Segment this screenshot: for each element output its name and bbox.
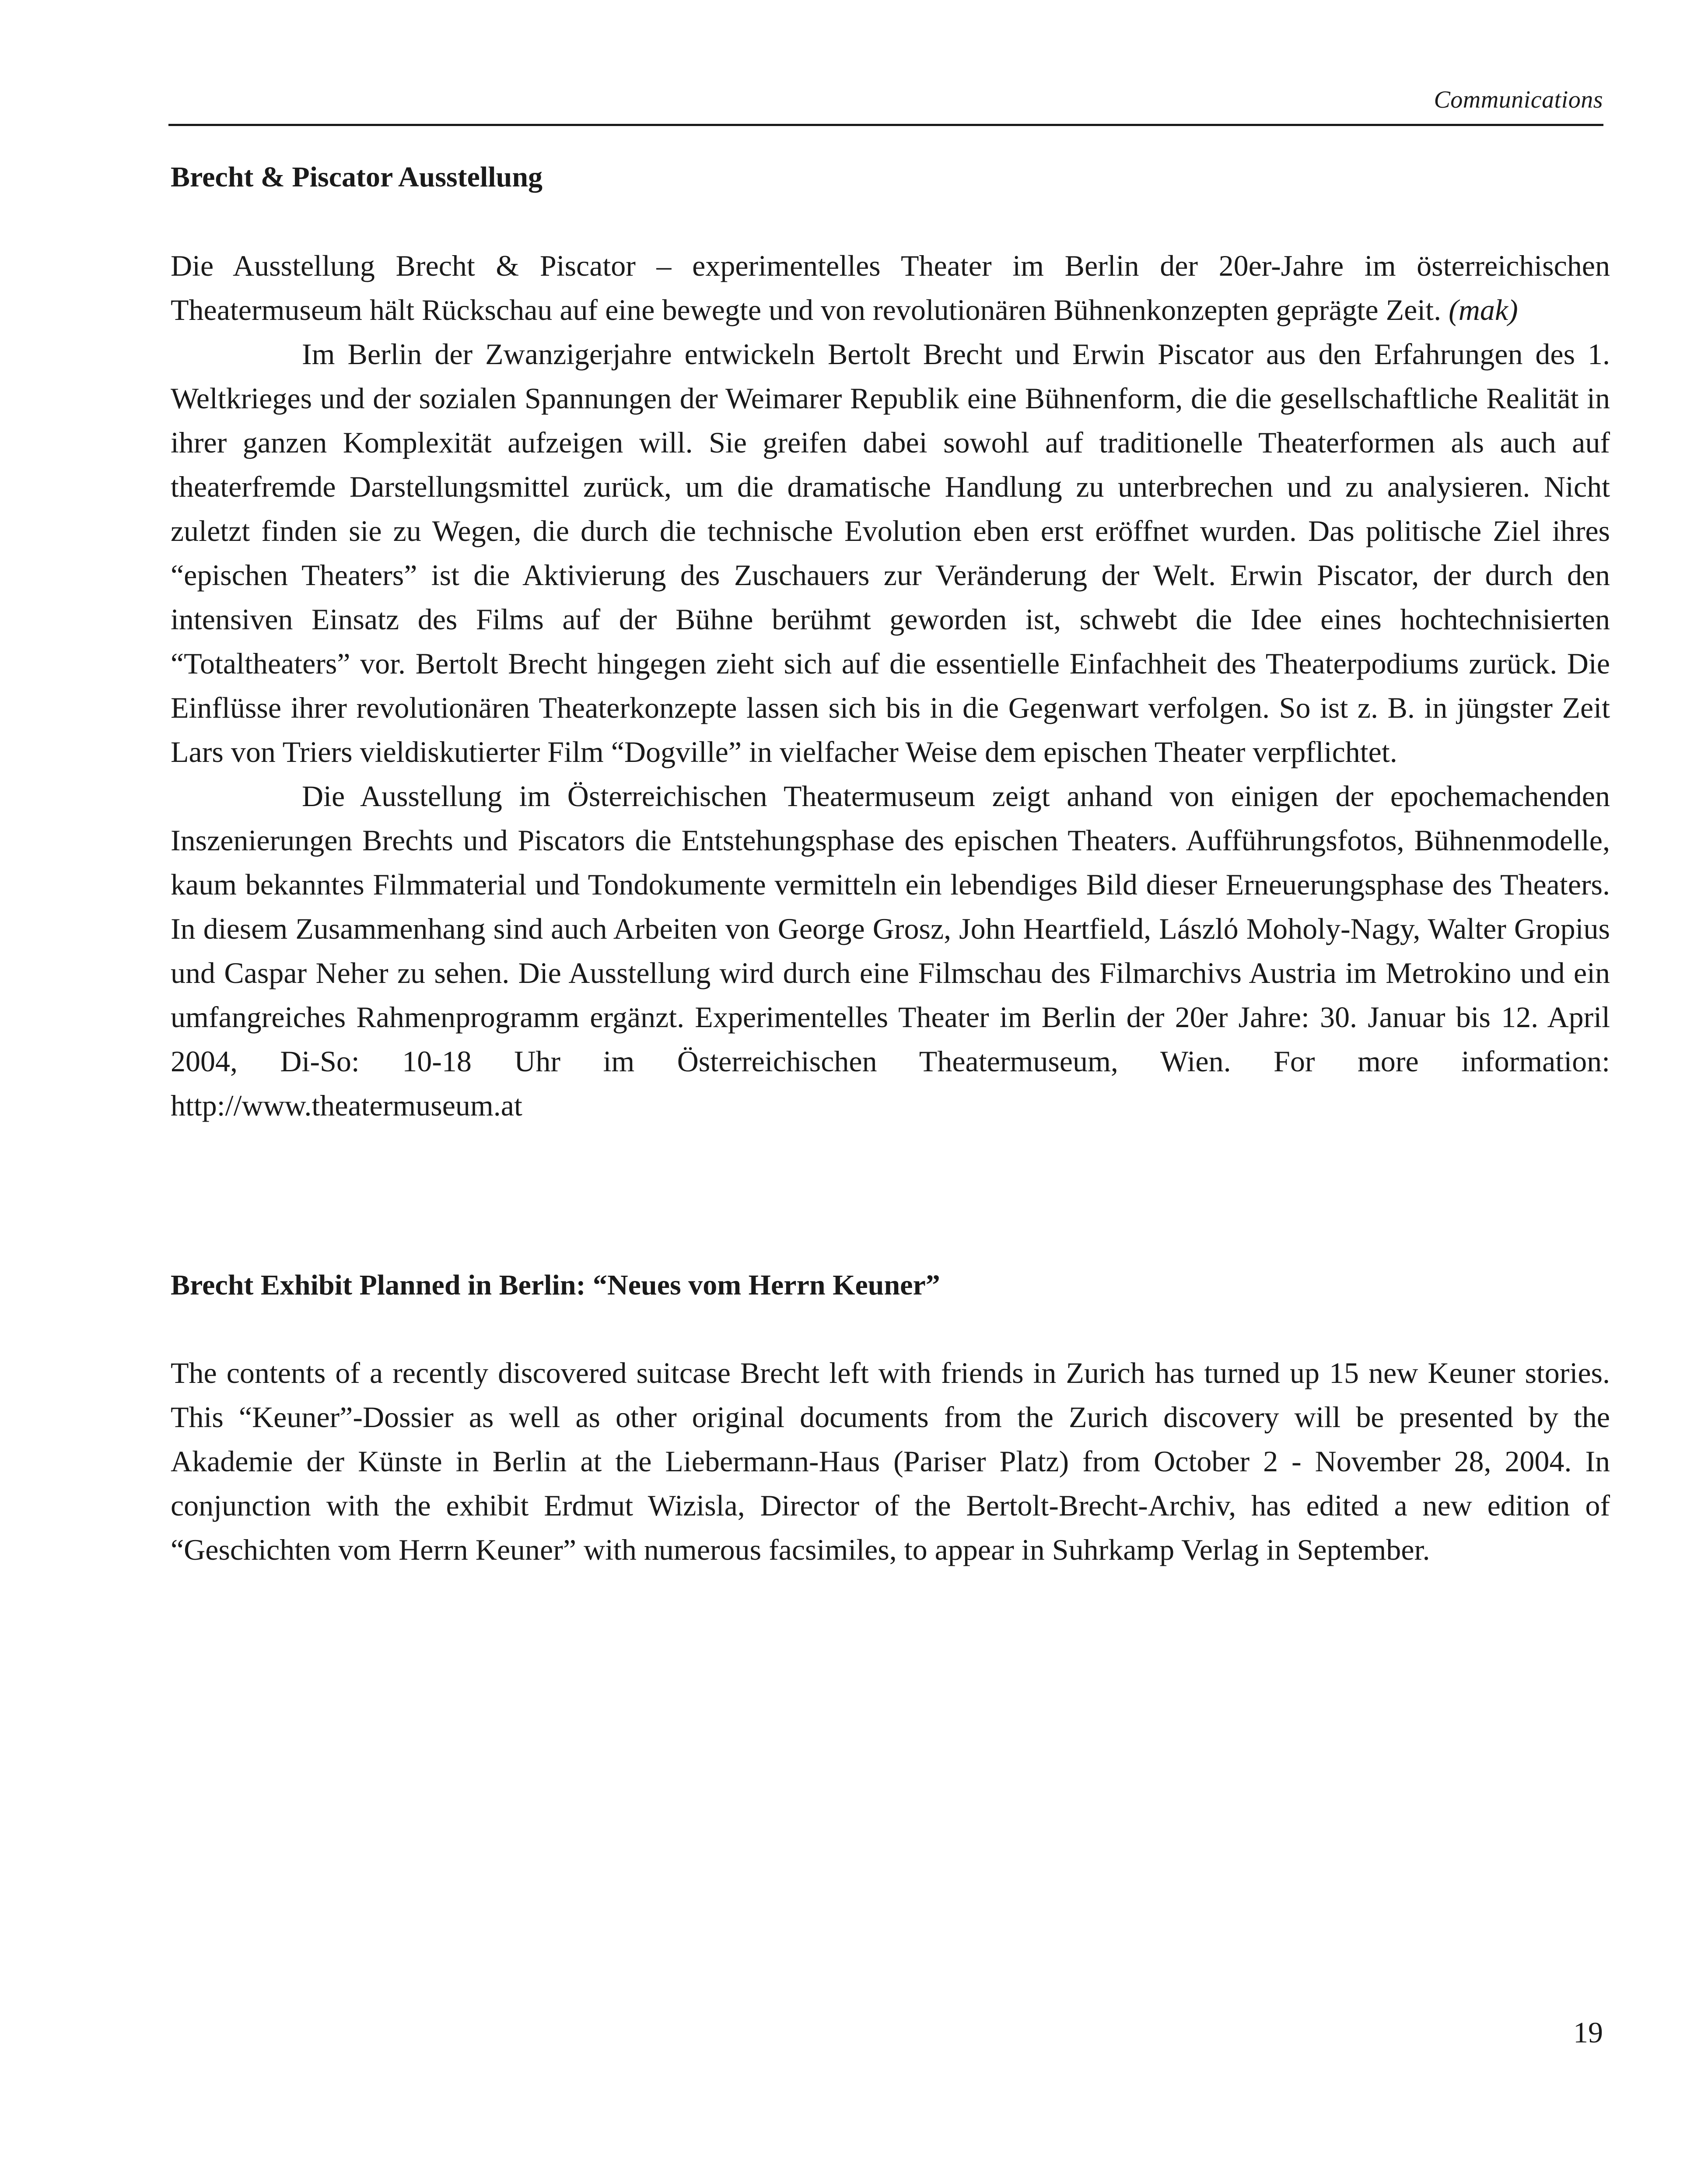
header-rule (168, 124, 1603, 126)
intro-text: Die Ausstellung Brecht & Piscator – experimentelles Theater im Berlin der 20er-Jahre im österreichischen Theatermuseum hält Rückschau auf eine bewegte und von revolutionären Bühnenkonzepten geprägte Zeit. (171, 249, 1610, 326)
section-1-intro (171, 244, 1610, 332)
section-1-paragraph-2: Im Berlin der Zwanzigerjahre entwickeln Bertolt Brecht und Erwin Piscator aus den Erfahrungen des 1. Weltkrieges und der sozialen Spannungen der Weimarer Republik eine Bühnenform, die die gesellschaftliche Realität in ihrer ganzen Komplexität aufzeigen will. Sie greifen dabei sowohl auf traditionelle Theaterformen als auch auf theaterfremde Darstellungsmittel zurück, um die dramatische Handlung zu unterbrechen und zu analysieren. Nicht zuletzt finden sie zu Wegen, die durch die technische Evolution eben erst eröffnet wurden. Das politische Ziel ihres “epischen Theaters” ist die Aktivierung des Zuschauers zur Veränderung der Welt. Erwin Piscator, der durch den intensiven Einsatz des Films auf der Bühne berühmt geworden ist, schwebt die Idee eines hochtechnisierten “Totaltheaters” vor. Bertolt Brecht hingegen zieht sich auf die essentielle Einfachheit des Theaterpodiums zurück. Die Einflüsse ihrer revolutionären Theaterkonzepte lassen sich bis in die Gegenwart verfolgen. So ist z. B. in jüngster Zeit Lars von Triers vieldiskutierter Film “Dogville” in vielfacher Weise dem epischen Theater verpflichtet. (171, 337, 1610, 768)
intro-author: (mak) (1449, 293, 1518, 326)
section-2-title: Brecht Exhibit Planned in Berlin: “Neues vom Herrn Keuner” (171, 1269, 940, 1301)
section-2-paragraph-1: The contents of a recently discovered suitcase Brecht left with friends in Zurich has turned up 15 new Keuner stories. This “Keuner”-Dossier as well as other original documents from the Zurich discovery will be presented by the Akademie der Künste in Berlin at the Liebermann-Haus (Pariser Platz) from October 2 - November 28, 2004. In conjunction with the exhibit Erdmut Wizisla, Director of the Bertolt-Brecht-Archiv, has edited a new edition of “Geschichten vom Herrn Keuner” with numerous facsimiles, to appear in Suhrkamp Verlag in September. (171, 1356, 1610, 1566)
page-content (171, 155, 1610, 1572)
running-head: Communications (1434, 86, 1603, 113)
spacer (171, 1128, 1610, 1263)
section-1-title: Brecht & Piscator Ausstellung (171, 161, 543, 193)
section-1-paragraph-3: Die Ausstellung im Österreichischen Theatermuseum zeigt anhand von einigen der epochemachenden Inszenierungen Brechts und Piscators die Entstehungsphase des epischen Theaters. Aufführungsfotos, Bühnenmodelle, kaum bekanntes Filmmaterial und Tondokumente vermitteln ein lebendiges Bild dieser Erneuerungsphase des Theaters. In diesem Zusammenhang sind auch Arbeiten von George Grosz, John Heartfield, Lászlό Moholy-Nagy, Walter Gropius und Caspar Neher zu sehen. Die Ausstellung wird durch eine Filmschau des Filmarchivs Austria im Metrokino und ein umfangreiches Rahmenprogramm ergänzt. Experimentelles Theater im Berlin der 20er Jahre: 30. Januar bis 12. April 2004, Di-So: 10-18 Uhr im Österreichischen Theatermuseum, Wien. For more information: http://www.theatermuseum.at (171, 779, 1610, 1122)
spacer (171, 199, 1610, 244)
page-number: 19 (1573, 2016, 1603, 2049)
spacer (171, 1307, 1610, 1351)
